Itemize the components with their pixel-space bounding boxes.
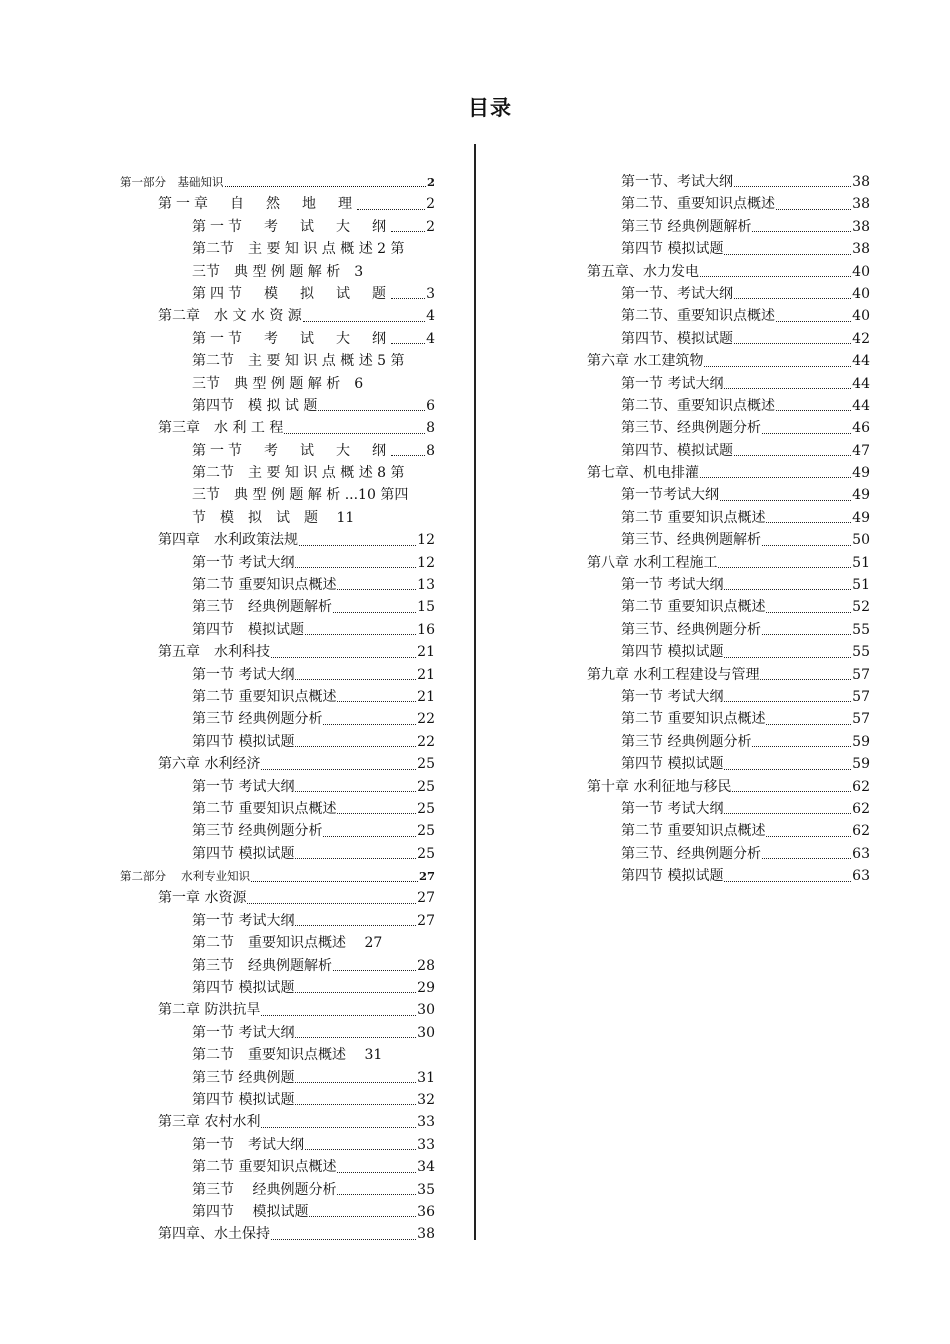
- toc-entry-title: 第二节 重要知识点概述: [192, 800, 337, 817]
- toc-page-number: 44: [852, 375, 870, 392]
- toc-leader-dots: [724, 881, 851, 882]
- toc-leader-dots: [724, 388, 851, 389]
- toc-page-number: 29: [417, 980, 435, 997]
- toc-wrapped-line[interactable]: 第二节 主 要 知 识 点 概 述 8 第: [192, 465, 405, 482]
- toc-section-entry[interactable]: [621, 417, 870, 439]
- toc-section-entry[interactable]: [192, 1156, 435, 1178]
- toc-section-entry[interactable]: [621, 395, 870, 417]
- toc-leader-dots: [766, 836, 851, 837]
- toc-entry-title: 第六章 水工建筑物: [587, 353, 704, 370]
- toc-chapter-entry[interactable]: [587, 462, 870, 484]
- toc-leader-dots: [295, 1104, 416, 1105]
- toc-page-number: 8: [426, 442, 435, 459]
- toc-page-number: 59: [852, 733, 870, 750]
- toc-section-entry[interactable]: [621, 798, 870, 820]
- toc-leader-dots: [724, 701, 851, 702]
- toc-page-number: 30: [417, 1002, 435, 1019]
- toc-page-number: 49: [852, 509, 870, 526]
- toc-entry-title: 第四节、模拟试题: [621, 330, 733, 347]
- toc-entry-title: 第一节 考试大纲: [192, 666, 295, 683]
- toc-entry-title: 第二章 防洪抗旱: [158, 1002, 261, 1019]
- toc-leader-dots: [776, 410, 851, 411]
- toc-leader-dots: [261, 1127, 416, 1128]
- toc-page-number: 22: [417, 711, 435, 728]
- toc-entry-title: 第二节、重要知识点概述: [621, 308, 775, 325]
- toc-leader-dots: [724, 254, 851, 255]
- toc-entry-title: 第一章 自 然 地 理: [158, 196, 356, 213]
- toc-section-entry[interactable]: [192, 955, 435, 977]
- toc-section-entry[interactable]: [192, 1134, 435, 1156]
- toc-section-entry[interactable]: [621, 708, 870, 730]
- page-title: 目录: [468, 96, 512, 120]
- toc-section-entry[interactable]: [621, 686, 870, 708]
- toc-page-number: 38: [852, 241, 870, 258]
- toc-entry-title: 第三节 经典例题分析: [621, 733, 752, 750]
- toc-entry-title: 第一章 水资源: [158, 890, 247, 907]
- toc-wrapped-line[interactable]: 第二节 主 要 知 识 点 概 述 5 第: [192, 353, 405, 370]
- toc-entry-title: 第一节 考 试 大 纲: [192, 218, 390, 235]
- toc-page-number: 63: [852, 845, 870, 862]
- toc-page-number: 28: [417, 957, 435, 974]
- toc-leader-dots: [724, 657, 851, 658]
- toc-entry-title: 第一节 考试大纲: [621, 577, 724, 594]
- toc-page-number: 2: [426, 196, 435, 213]
- toc-page-number: 47: [852, 442, 870, 459]
- toc-page-number: 25: [417, 845, 435, 862]
- toc-page-number: 44: [852, 353, 870, 370]
- toc-entry-title: 第一节 考试大纲: [192, 1024, 295, 1041]
- toc-page-number: 2: [426, 218, 435, 235]
- toc-wrapped-line[interactable]: 三节 典 型 例 题 解 析 3: [192, 263, 364, 280]
- toc-wrapped-line[interactable]: 第二节 主 要 知 识 点 概 述 2 第: [192, 241, 405, 258]
- toc-page-number: 62: [852, 778, 870, 795]
- toc-entry-title: 第三章 水 利 工 程: [158, 420, 284, 437]
- toc-leader-dots: [333, 970, 416, 971]
- toc-page-number: 40: [852, 285, 870, 302]
- toc-page-number: 33: [417, 1114, 435, 1131]
- toc-page-number: 22: [417, 733, 435, 750]
- toc-page-number: 46: [852, 420, 870, 437]
- toc-page-number: 38: [852, 196, 870, 213]
- toc-page-number: 4: [426, 330, 435, 347]
- toc-wrapped-line[interactable]: 三节 典 型 例 题 解 析 ...10 第四: [192, 487, 409, 504]
- toc-page-number: 27: [417, 912, 435, 929]
- toc-section-entry[interactable]: [621, 753, 870, 775]
- toc-entry-title: 第四章 水利政策法规: [158, 532, 298, 549]
- toc-page-number: 38: [852, 173, 870, 190]
- toc-entry-title: 第二节 重要知识点概述: [621, 599, 766, 616]
- toc-leader-dots: [752, 231, 851, 232]
- toc-page-number: 21: [417, 644, 435, 661]
- toc-page-number: 38: [852, 218, 870, 235]
- toc-section-entry[interactable]: [621, 820, 870, 842]
- toc-entry-title: 第一节 考试大纲: [621, 375, 724, 392]
- toc-entry-title: 第一节 考试大纲: [192, 554, 295, 571]
- toc-entry-title: 第六章 水利经济: [158, 756, 261, 773]
- toc-leader-dots: [732, 791, 851, 792]
- toc-section-entry[interactable]: [621, 574, 870, 596]
- toc-page-number: 31: [417, 1069, 435, 1086]
- toc-page-number: 40: [852, 263, 870, 280]
- toc-page-number: 50: [852, 532, 870, 549]
- toc-leader-dots: [734, 455, 851, 456]
- toc-section-entry[interactable]: [192, 1022, 435, 1044]
- toc-page-number: 34: [417, 1159, 435, 1176]
- toc-entry-title: 第一节 考 试 大 纲: [192, 442, 390, 459]
- toc-entry-title: 第二节 重要知识点概述: [621, 823, 766, 840]
- toc-chapter-entry[interactable]: [158, 888, 435, 910]
- toc-entry-title: 第一节 考试大纲: [192, 778, 295, 795]
- toc-entry-title: 第二节、重要知识点概述: [621, 397, 775, 414]
- toc-page-number: 25: [417, 800, 435, 817]
- toc-section-entry[interactable]: [621, 171, 870, 193]
- toc-entry-title: 第三节 经典例题分析: [192, 1181, 337, 1198]
- toc-entry-title: 第三节、经典例题分析: [621, 845, 761, 862]
- toc-leader-dots: [261, 1015, 416, 1016]
- toc-entry-title: 第十章 水利征地与移民: [587, 778, 732, 795]
- toc-wrapped-line[interactable]: 第二节 重要知识点概述 31: [192, 1047, 383, 1064]
- toc-page-number: 6: [426, 397, 435, 414]
- toc-leader-dots: [724, 589, 851, 590]
- toc-leader-dots: [247, 903, 416, 904]
- toc-leader-dots: [295, 1082, 416, 1083]
- toc-page-number: 30: [417, 1024, 435, 1041]
- toc-page-number: 8: [426, 420, 435, 437]
- toc-leader-dots: [762, 858, 851, 859]
- toc-page-number: 21: [417, 688, 435, 705]
- toc-leader-dots: [337, 1194, 416, 1195]
- toc-wrapped-line[interactable]: 第二节 重要知识点概述 27: [192, 935, 383, 952]
- toc-entry-title: 第一节、考试大纲: [621, 285, 733, 302]
- toc-page-number: 21: [417, 666, 435, 683]
- toc-entry-title: 第四节 模拟试题: [192, 621, 304, 638]
- toc-page-number: 62: [852, 823, 870, 840]
- toc-leader-dots: [734, 186, 851, 187]
- toc-section-entry[interactable]: [621, 596, 870, 618]
- toc-wrapped-line[interactable]: 三节 典 型 例 题 解 析 6: [192, 375, 364, 392]
- toc-entry-title: 第四节 模拟试题: [621, 756, 724, 773]
- toc-entry-title: 第一节 考试大纲: [192, 1136, 304, 1153]
- toc-entry-title: 第二章 水 文 水 资 源: [158, 308, 302, 325]
- toc-entry-title: 第二部分 水利专业知识: [120, 869, 251, 884]
- toc-page-number: 27: [418, 869, 435, 884]
- toc-page-number: 15: [417, 599, 435, 616]
- toc-leader-dots: [752, 746, 851, 747]
- toc-entry-title: 第一节 考 试 大 纲: [192, 330, 390, 347]
- toc-entry-title: 第三节 经典例题: [192, 1069, 295, 1086]
- toc-wrapped-line[interactable]: 节 模 拟 试 题 11: [192, 509, 355, 526]
- toc-entry-title: 第一节 考试大纲: [621, 688, 724, 705]
- toc-entry-title: 第三节 经典例题分析: [192, 823, 323, 840]
- toc-leader-dots: [762, 634, 851, 635]
- toc-page-number: 12: [417, 554, 435, 571]
- toc-entry-title: 第三节、经典例题解析: [621, 532, 761, 549]
- toc-page-number: 3: [426, 285, 435, 302]
- toc-leader-dots: [305, 1149, 416, 1150]
- toc-page-number: 32: [417, 1092, 435, 1108]
- toc-leader-dots: [776, 321, 851, 322]
- toc-entry-title: 第一节、考试大纲: [621, 173, 733, 190]
- toc-entry-title: 第三节 经典例题解析: [192, 957, 332, 974]
- toc-entry-title: 第二节 重要知识点概述: [192, 688, 337, 705]
- toc-section-entry[interactable]: [621, 238, 870, 260]
- toc-page-number: 51: [852, 577, 870, 594]
- toc-page-number: 42: [852, 330, 870, 347]
- toc-leader-dots: [271, 1239, 416, 1240]
- toc-right-column: [0, 171, 870, 888]
- toc-entry-title: 第三节 经典例题解析: [621, 218, 752, 235]
- toc-entry-title: 第一节考试大纲: [621, 487, 719, 504]
- toc-leader-dots: [700, 477, 851, 478]
- toc-leader-dots: [720, 500, 851, 501]
- toc-page-number: 25: [417, 778, 435, 795]
- toc-section-entry[interactable]: [621, 283, 870, 305]
- toc-leader-dots: [704, 366, 851, 367]
- toc-page-number: 55: [852, 644, 870, 661]
- toc-page-number: 57: [852, 711, 870, 728]
- toc-entry-title: 第九章 水利工程建设与管理: [587, 666, 760, 683]
- toc-leader-dots: [718, 567, 851, 568]
- toc-entry-title: 第一部分 基础知识: [120, 174, 224, 189]
- toc-chapter-entry[interactable]: [158, 999, 435, 1021]
- toc-entry-title: 第七章、机电排灌: [587, 465, 699, 482]
- toc-page-number: 27: [417, 890, 435, 907]
- toc-section-entry[interactable]: [621, 619, 870, 641]
- toc-entry-title: 第五章 水利科技: [158, 644, 270, 661]
- toc-page-number: 38: [417, 1226, 435, 1243]
- toc-leader-dots: [337, 1172, 416, 1173]
- toc-leader-dots: [762, 433, 851, 434]
- toc-section-entry[interactable]: [621, 865, 870, 887]
- toc-section-entry[interactable]: [621, 843, 870, 865]
- toc-page-number: 63: [852, 868, 870, 885]
- toc-leader-dots: [766, 612, 851, 613]
- toc-entry-title: 第四节 模拟试题: [621, 241, 724, 258]
- toc-section-entry[interactable]: [621, 193, 870, 215]
- toc-leader-dots: [734, 298, 851, 299]
- toc-entry-title: 第三节、经典例题分析: [621, 621, 761, 638]
- toc-page-number: 16: [417, 621, 435, 638]
- toc-entry-title: 第三节、经典例题分析: [621, 420, 761, 437]
- toc-entry-title: 第三章 农村水利: [158, 1114, 261, 1131]
- toc-leader-dots: [309, 1216, 416, 1217]
- toc-entry-title: 第四节 模拟试题: [192, 980, 295, 997]
- toc-leader-dots: [295, 1037, 416, 1038]
- toc-chapter-entry[interactable]: [158, 1223, 435, 1245]
- toc-entry-title: 第四节 模拟试题: [192, 733, 295, 750]
- toc-section-entry[interactable]: [192, 977, 435, 999]
- toc-entry-title: 第四节 模拟试题: [192, 1203, 309, 1220]
- toc-entry-title: 第四节 模 拟 试 题: [192, 285, 390, 302]
- toc-page-number: 62: [852, 800, 870, 817]
- toc-page-number: 2: [426, 174, 435, 189]
- toc-chapter-entry[interactable]: [587, 552, 870, 574]
- toc-page-number: 59: [852, 756, 870, 773]
- toc-entry-title: 第四节 模拟试题: [621, 644, 724, 661]
- toc-page-number: 13: [417, 577, 435, 594]
- toc-section-entry[interactable]: [621, 373, 870, 395]
- toc-leader-dots: [760, 679, 851, 680]
- toc-leader-dots: [766, 522, 851, 523]
- toc-section-entry[interactable]: [621, 328, 870, 350]
- toc-entry-title: 第八章 水利工程施工: [587, 554, 718, 571]
- toc-entry-title: 第三节 经典例题解析: [192, 599, 332, 616]
- toc-entry-title: 第一节 考试大纲: [621, 800, 724, 817]
- toc-entry-title: 第四节 模拟试题: [192, 1092, 295, 1108]
- toc-section-entry[interactable]: [192, 910, 435, 932]
- toc-section-entry[interactable]: [621, 305, 870, 327]
- toc-leader-dots: [724, 813, 851, 814]
- toc-section-entry[interactable]: [621, 641, 870, 663]
- toc-page-number: 51: [852, 554, 870, 571]
- toc-entry-title: 第二节 重要知识点概述: [621, 711, 766, 728]
- toc-leader-dots: [766, 724, 851, 725]
- toc-section-entry[interactable]: [621, 529, 870, 551]
- toc-page-number: 4: [426, 308, 435, 325]
- toc-section-entry[interactable]: [192, 1089, 435, 1111]
- toc-leader-dots: [776, 209, 851, 210]
- toc-entry-title: 第四章、水土保持: [158, 1226, 270, 1243]
- toc-leader-dots: [295, 992, 416, 993]
- toc-entry-title: 第四节 模 拟 试 题: [192, 397, 318, 414]
- toc-page-number: 25: [417, 756, 435, 773]
- toc-entry-title: 第二节、重要知识点概述: [621, 196, 775, 213]
- toc-page-number: 57: [852, 688, 870, 705]
- toc-page-number: 52: [852, 599, 870, 616]
- toc-entry-title: 第四节、模拟试题: [621, 442, 733, 459]
- toc-section-entry[interactable]: [192, 1067, 435, 1089]
- toc-page-number: 44: [852, 397, 870, 414]
- toc-page-number: 49: [852, 465, 870, 482]
- toc-entry-title: 第四节 模拟试题: [192, 845, 295, 862]
- toc-page-number: 49: [852, 487, 870, 504]
- toc-leader-dots: [734, 343, 851, 344]
- toc-leader-dots: [762, 545, 851, 546]
- toc-chapter-entry[interactable]: [587, 776, 870, 798]
- toc-page-number: 25: [417, 823, 435, 840]
- toc-entry-title: 第五章、水力发电: [587, 263, 699, 280]
- toc-entry-title: 第二节 重要知识点概述: [192, 1159, 337, 1176]
- toc-section-entry[interactable]: [621, 507, 870, 529]
- toc-page-number: 36: [417, 1203, 435, 1220]
- toc-entry-title: 第四节 模拟试题: [621, 868, 724, 885]
- toc-section-entry[interactable]: [621, 731, 870, 753]
- toc-section-entry[interactable]: [192, 1201, 435, 1223]
- toc-entry-title: 第二节 重要知识点概述: [621, 509, 766, 526]
- toc-chapter-entry[interactable]: [587, 664, 870, 686]
- toc-entry-title: 第二节 重要知识点概述: [192, 577, 337, 594]
- toc-leader-dots: [295, 925, 416, 926]
- toc-page-number: 55: [852, 621, 870, 638]
- toc-entry-title: 第一节 考试大纲: [192, 912, 295, 929]
- toc-page-number: 57: [852, 666, 870, 683]
- toc-section-entry[interactable]: [621, 484, 870, 506]
- toc-chapter-entry[interactable]: [158, 1111, 435, 1133]
- toc-chapter-entry[interactable]: [587, 350, 870, 372]
- toc-page-number: 33: [417, 1136, 435, 1153]
- toc-chapter-entry[interactable]: [587, 261, 870, 283]
- toc-section-entry[interactable]: [192, 1179, 435, 1201]
- toc-section-entry[interactable]: [621, 440, 870, 462]
- toc-section-entry[interactable]: [621, 216, 870, 238]
- toc-page-number: 35: [417, 1181, 435, 1198]
- toc-entry-title: 第三节 经典例题分析: [192, 711, 323, 728]
- toc-page-number: 40: [852, 308, 870, 325]
- toc-leader-dots: [724, 769, 851, 770]
- toc-leader-dots: [700, 276, 851, 277]
- toc-page-number: 12: [417, 532, 435, 549]
